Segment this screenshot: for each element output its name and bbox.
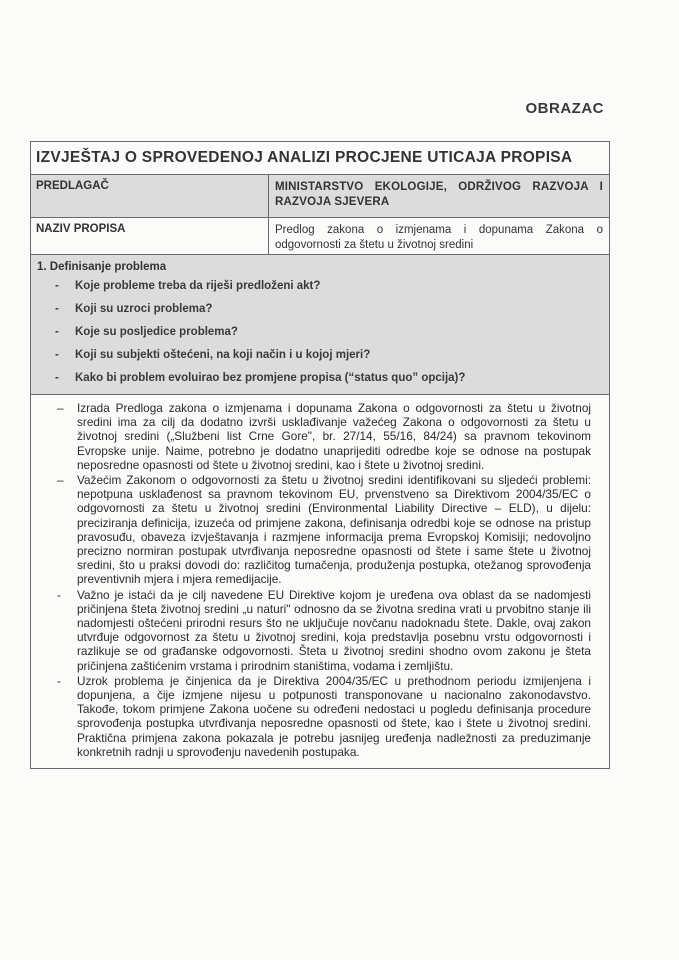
problem-question: - Koji su subjekti oštećeni, na koji način i u kojoj mjeri? — [37, 344, 603, 367]
dash-bullet: – — [57, 401, 64, 415]
predlagac-label: PREDLAGAČ — [31, 175, 269, 217]
problem-question: - Koje probleme treba da riješi predloženi akt? — [37, 275, 603, 298]
paragraph-text: Važno je istaći da je cilj navedene EU Direktive kojom je uređena ova oblast da se nadomjesti pričinjena šteta životnoj sredini „u naturi" odnosno da se životna sredina vrati u prvobitno stanje ili nadomjesti oštećeni prirodni resurs što ne uključuje novčanu nadoknadu štete. Dakle, ovaj zakon utvrđuje odgovornost za štetu u životnoj sredini, koja predstavlja posebnu vrstu odgovornosti i razlikuje se od građanske odgovornosti. Šteta u životnoj sredini shodno ovom zakonu je šteta pričinjena zaštićenim vrstama i prirodnim staništima, vodama i zemljištu. — [77, 587, 591, 673]
predlagac-value: MINISTARSTVO EKOLOGIJE, ODRŽIVOG RAZVOJA I RAZVOJA SJEVERA — [269, 175, 609, 217]
answer-paragraph — [55, 588, 591, 673]
answer-paragraph — [55, 674, 591, 759]
problem-questions-list — [37, 275, 603, 390]
form-label: OBRAZAC — [525, 100, 604, 117]
problem-section-title: 1. Definisanje problema — [37, 261, 167, 273]
naziv-row — [31, 218, 609, 255]
naziv-label: NAZIV PROPISA — [31, 218, 269, 254]
report-title: IZVJEŠTAJ O SPROVEDENOJ ANALIZI PROCJENE UTICAJA PROPISA — [31, 142, 609, 175]
problem-definition-section — [31, 255, 609, 395]
dash-bullet: - — [57, 673, 61, 688]
dash-bullet: - — [57, 587, 61, 602]
problem-question: - Koji su uzroci problema? — [37, 298, 603, 321]
paragraph-text: Važećim Zakonom o odgovornosti za štetu u životnoj sredini identifikovani su sljedeći problemi: nepotpuna usklađenost sa pravnom tekovinom EU, prvenstveno sa Direktivom 2004/35/EC o odgovornosti za štetu u životnoj sredini (Environmental Liability Directive – ELD), u dijelu: preciziranja definicija, izuzeća od primjene zakona, definisanja odredbi koje se odnose na pristup pravosuđu, obaveza izvještavanja i razmjene informacija prema Evropskoj Komisiji; nedovoljno precizno normiran postupak utvrđivanja neposredne opasnosti od štete i same štete u životnoj sredini, što u praksi dovodi do: različitog tumačenja, produženja postupka, otežanog sprovođenja preventivnih mjera i mjera remedijacije. — [77, 473, 591, 587]
problem-question: - Koje su posljedice problema? — [37, 321, 603, 344]
naziv-value: Predlog zakona o izmjenama i dopunama Zakona o odgovornosti za štetu u životnoj sredini — [275, 224, 603, 251]
answer-paragraph — [55, 473, 591, 587]
answer-paragraph — [55, 401, 591, 472]
paragraph-text: Izrada Predloga zakona o izmjenama i dopunama Zakona o odgovornosti za štetu u životnoj sredini ima za cilj da dodatno izvrši usklađivanje važećeg Zakona o odgovornosti za štetu u životnoj sredini („Službeni list Crne Gore", br. 27/14, 55/16, 84/24) sa pravnom tekovinom Evropske unije. Naime, potrebno je dodatno unaprijediti odredbe koje se odnose na postupak neposredne opasnosti od štete u životnoj sredini, kao i štete u životnoj sredini. — [77, 401, 591, 472]
report-table — [30, 141, 610, 769]
dash-bullet: – — [57, 473, 64, 488]
problem-answer-body — [31, 395, 609, 768]
paragraph-text: Uzrok problema je činjenica da je Direktiva 2004/35/EC u prethodnom periodu izmijenjena i dopunjena, a čije izmjene nijesu u potpunosti transponovane u nacionalno zakonodavstvo. Takođe, tokom primjene Zakona uočene su određeni nedostaci u pogledu definisanja procedure sprovođenja postupka utvrđivanja neposredne opasnosti od štete, kao i štete u životnoj sredini. Praktična primjena zakona pokazala je potrebu jasnijeg uređenja nadležnosti za preduzimanje konkretnih radnji u sprovođenju navedenih postupaka. — [77, 673, 591, 759]
predlagac-row — [31, 175, 609, 218]
problem-question: - Kako bi problem evoluirao bez promjene propisa (“status quo” opcija)? — [37, 367, 603, 390]
